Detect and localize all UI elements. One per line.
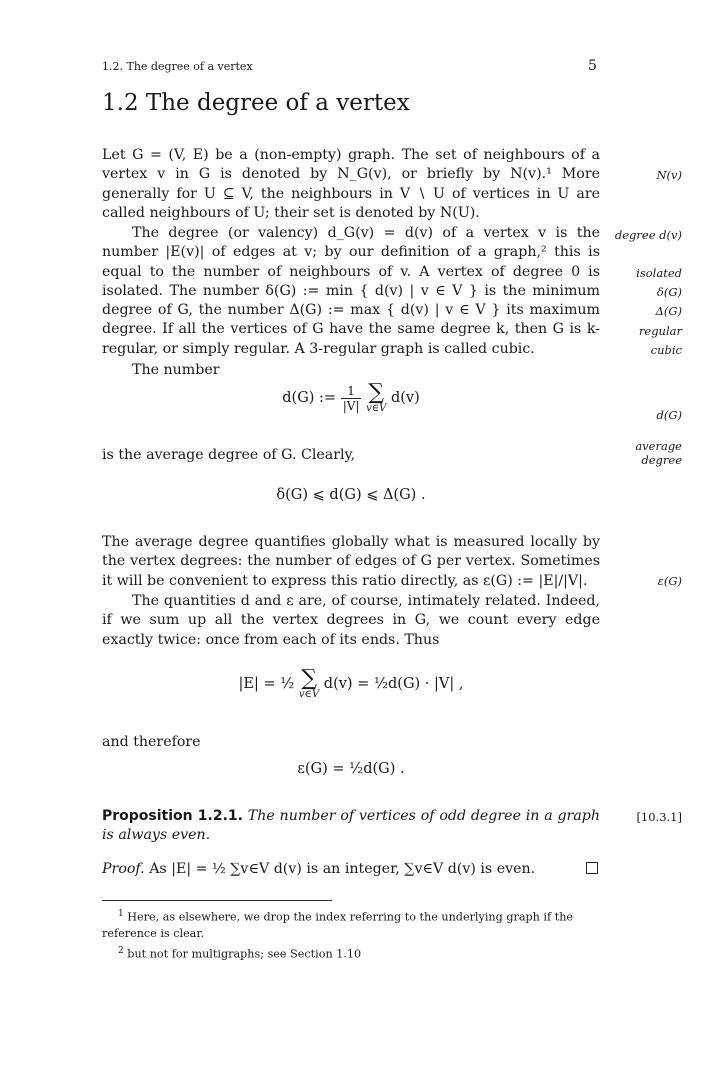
margin-note-min-degree: δ(G) bbox=[656, 285, 682, 299]
margin-note-reference: [10.3.1] bbox=[636, 810, 682, 824]
proposition bbox=[102, 807, 600, 846]
proof-text: As |E| = ½ ∑v∈V d(v) is an integer, ∑v∈V d(v) is even. bbox=[149, 861, 536, 877]
eq1-denominator: |V| bbox=[342, 398, 360, 413]
sum-sign-icon: ∑ bbox=[368, 380, 385, 405]
margin-note-regular: regular bbox=[638, 324, 682, 338]
footnote-rule bbox=[102, 900, 332, 901]
eq1-fraction bbox=[341, 384, 362, 413]
eq1-sum-subscript: v∈V bbox=[366, 403, 387, 414]
footnote-1-mark: 1 bbox=[118, 909, 124, 919]
paragraph-degree: The degree (or valency) d_G(v) = d(v) of a vertex v is the number |E(v)| of edges at v; by our definition of a graph,² this is equal to the number of neighbours of v. A vertex of degree 0 is isolated. The number δ(G) := min { d(v) | v ∈ V } is the minimum degree of G, the number Δ(G) := max { d(v) | v ∈ V } its maximum degree. If all the vertices of G have the same degree k, then G is k-regular, or simply regular. A 3-regular graph is called cubic. bbox=[102, 225, 600, 357]
footnote-1-text: Here, as elsewhere, we drop the index referring to the underlying graph if the reference is clear. bbox=[102, 910, 574, 940]
footnote-2-mark: 2 bbox=[118, 946, 124, 956]
margin-note-max-degree: Δ(G) bbox=[655, 304, 682, 318]
proof bbox=[102, 860, 600, 879]
paragraph-quantifies: The average degree quantifies globally what is measured locally by the vertex degrees: the number of edges of G per vertex. Sometimes it will be convenient to express this ratio directly, as ε(G) := |E|/|V|. bbox=[102, 534, 600, 589]
footnote-2 bbox=[102, 943, 600, 963]
margin-note-cubic: cubic bbox=[650, 343, 682, 357]
margin-note-nv: N(v) bbox=[656, 168, 682, 182]
equation-average-degree bbox=[102, 382, 600, 414]
eq3-rhs: d(v) = ½d(G) · |V| , bbox=[323, 676, 464, 692]
sum-sign-icon: ∑ bbox=[301, 666, 317, 691]
paragraph-quantities: The quantities d and ε are, of course, intimately related. Indeed, if we sum up all the vertex degrees in G, we count every edge exactly twice: once from each of its ends. Thus bbox=[102, 593, 600, 648]
margin-note-average-degree: average degree bbox=[635, 439, 682, 467]
margin-note-dg: d(G) bbox=[656, 408, 682, 422]
footnote-2-text: but not for multigraphs; see Section 1.10 bbox=[127, 947, 362, 961]
equation-edge-count bbox=[102, 668, 600, 700]
margin-note-isolated: isolated bbox=[636, 266, 682, 280]
paragraph-therefore: and therefore bbox=[102, 734, 201, 750]
eq3-sum-subscript: v∈V bbox=[298, 689, 320, 700]
equation-epsilon: ε(G) = ½d(G) . bbox=[297, 761, 405, 777]
paragraph-the-number: The number bbox=[132, 362, 220, 378]
proof-label: Proof. bbox=[102, 861, 145, 877]
eq1-rhs: d(v) bbox=[390, 390, 420, 406]
margin-note-epsilon: ε(G) bbox=[657, 574, 682, 588]
paragraph-neighbours: Let G = (V, E) be a (non-empty) graph. The set of neighbours of a vertex v in G is denoted by N_G(v), or briefly by N(v).¹ More generally for U ⊆ V, the neighbours in V ∖ U of vertices in U are called neighbours of U; their set is denoted by N(U). bbox=[102, 147, 600, 221]
eq1-sum bbox=[366, 382, 386, 414]
margin-note-degree: degree d(v) bbox=[614, 228, 682, 242]
eq3-sum bbox=[299, 668, 319, 700]
proposition-text: The number of vertices of odd degree in a graph is always even. bbox=[102, 808, 600, 844]
footnote-1 bbox=[102, 906, 600, 942]
proposition-label: Proposition 1.2.1. bbox=[102, 808, 243, 824]
eq1-lhs: d(G) := bbox=[282, 390, 337, 406]
paragraph-average: is the average degree of G. Clearly, bbox=[102, 447, 356, 463]
qed-box-icon bbox=[586, 862, 598, 874]
section-title: 1.2 The degree of a vertex bbox=[102, 90, 410, 116]
eq3-lhs: |E| = ½ bbox=[238, 676, 295, 692]
running-head: 1.2. The degree of a vertex bbox=[102, 60, 253, 73]
page-number: 5 bbox=[588, 58, 597, 74]
eq1-numerator: 1 bbox=[341, 384, 362, 399]
equation-inequality: δ(G) ⩽ d(G) ⩽ Δ(G) . bbox=[276, 487, 426, 503]
